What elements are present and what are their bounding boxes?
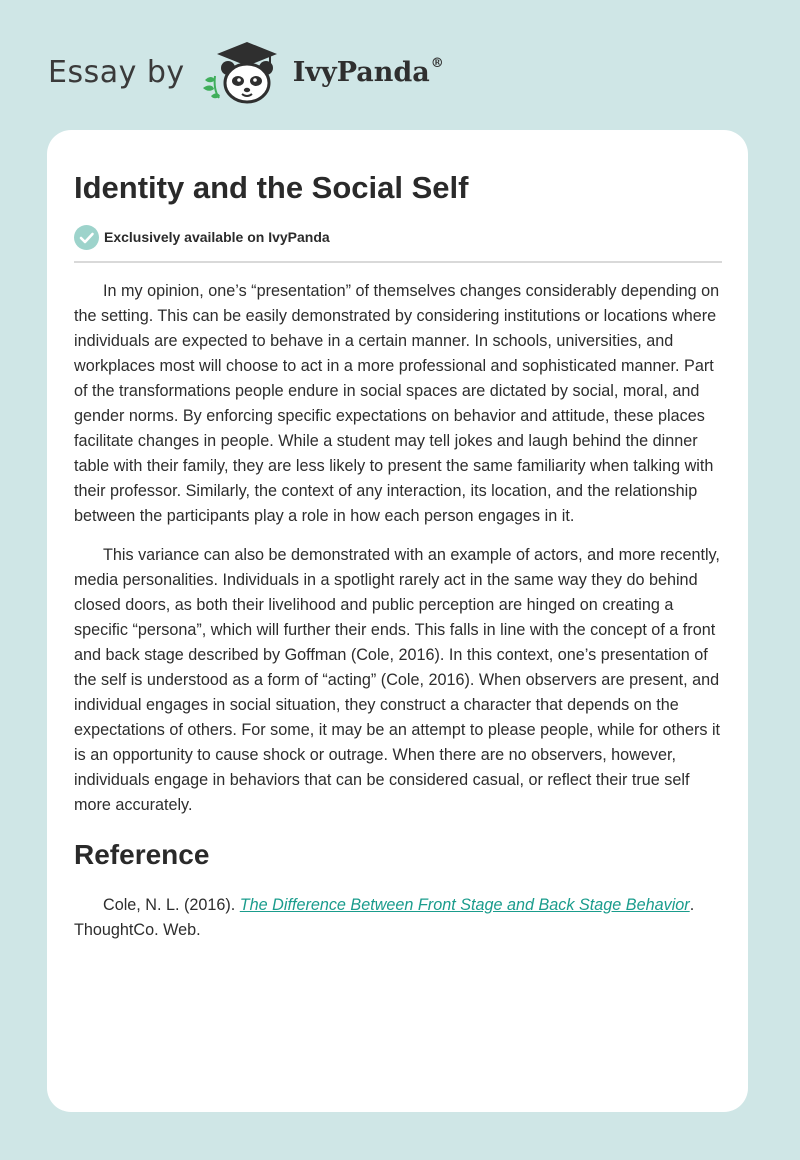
essay-title: Identity and the Social Self — [74, 170, 469, 205]
title-divider — [74, 261, 722, 263]
brand-name-text: IvyPanda — [292, 56, 430, 88]
registered-mark: ® — [430, 55, 444, 71]
reference-link[interactable]: The Difference Between Front Stage and Back Stage Behavior — [239, 896, 690, 914]
reference-author-year: Cole, N. L. (2016). — [103, 896, 240, 914]
check-circle-icon — [74, 225, 99, 250]
body-paragraph-1: In my opinion, one’s “presentation” of themselves changes considerably depending on the setting. This can be easily demonstrated by considering institutions or locations where individuals are expected to behave in a certain manner. In schools, universities, and workplaces most will choose to act in a more professional and sophisticated manner. Part of the transformations people endure in social spaces are dictated by social, moral, and gender norms. By enforcing specific expectations on behavior and attitude, these places facilitate changes in people. While a student may tell jokes and laugh behind the dinner table with their family, they are less likely to present the same familiarity when talking with their professor. Similarly, the context of any interaction, its location, and the relationship between the participants play a role in how each person engages in it. — [74, 282, 720, 525]
essay-by-label: Essay by — [48, 54, 185, 90]
brand-header — [48, 36, 444, 108]
body-paragraph-2: This variance can also be demonstrated with an example of actors, and more recently, media personalities. Individuals in a spotlight rarely act in the same way they do behind closed doors, as both their livelihood and public perception are hinged on creating a specific “persona”, which will further their ends. This falls in line with the concept of a front and back stage described by Goffman (Cole, 2016). In this context, one’s presentation of the self is understood as a form of “acting” (Cole, 2016). When observers are present, and individual engages in social situation, they construct a character that depends on the expectations of others. For some, it may be an attempt to please people, while for others it is an opportunity to cause shock or outrage. When there are no observers, however, individuals engage in behaviors that can be considered casual, or reflect their true self more accurately. — [74, 546, 721, 814]
reference-heading: Reference — [74, 839, 210, 870]
reference-source: ThoughtCo. Web. — [74, 921, 201, 939]
exclusive-badge — [74, 224, 722, 250]
exclusive-badge-text: Exclusively available on IvyPanda — [104, 229, 330, 245]
brand-name[interactable] — [293, 57, 444, 88]
reference-link-period: . — [689, 896, 695, 914]
ivypanda-logo-icon[interactable] — [197, 36, 291, 108]
reference-entry — [74, 893, 722, 943]
essay-card — [47, 130, 748, 1112]
